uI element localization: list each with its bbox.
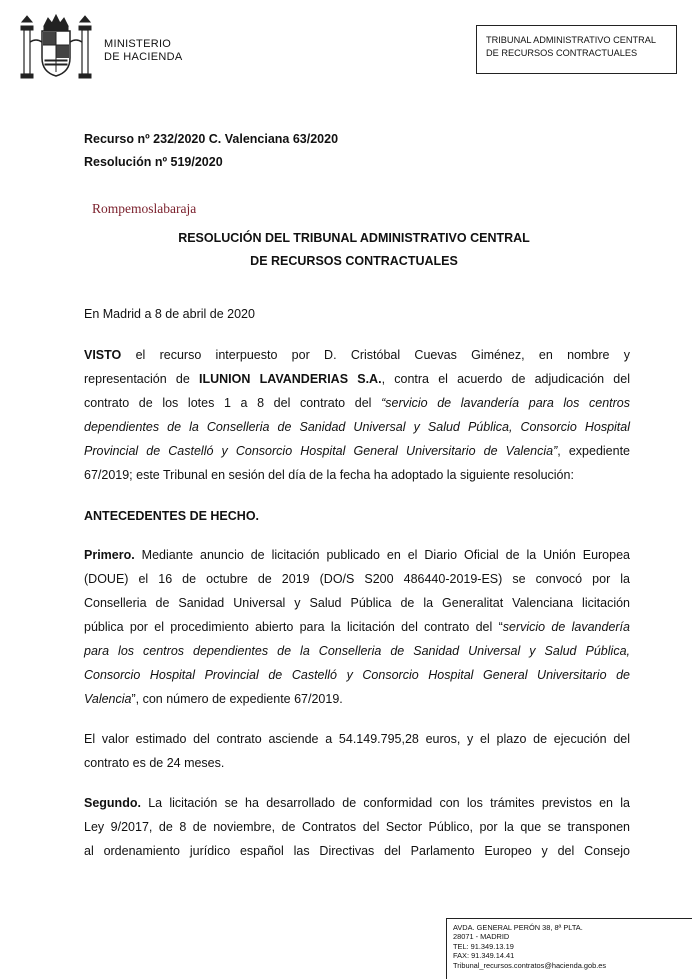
footer-fax: FAX: 91.349.14.41 — [453, 951, 515, 961]
recurso-number: Recurso nº 232/2020 C. Valenciana 63/2020 — [84, 132, 339, 146]
ministry-line-2: DE HACIENDA — [104, 51, 183, 63]
ministry-line-1: MINISTERIO — [104, 38, 172, 50]
primero-line-4: pública por el procedimiento abierto para la licitación del contrato del “servicio de lavandería — [84, 620, 630, 634]
watermark-text: Rompemoslabaraja — [92, 201, 197, 216]
segundo-label: Segundo. — [84, 796, 141, 810]
primero-line-2: (DOUE) el 16 de octubre de 2019 (DO/S S200 486440-2019-ES) se convocó por la — [84, 572, 630, 586]
title-line-1: RESOLUCIÓN DEL TRIBUNAL ADMINISTRATIVO CENTRAL — [178, 231, 530, 245]
primero-label: Primero. — [84, 548, 135, 562]
visto-line-4: dependientes de la Conselleria de Sanidad Universal y Salud Pública, Consorcio Hospital — [84, 420, 630, 434]
visto-line-6: 67/2019; este Tribunal en sesión del día de la fecha ha adoptado la siguiente resolución: — [84, 468, 574, 482]
section-heading — [84, 504, 630, 528]
segundo-paragraph — [84, 791, 630, 863]
resolucion-number: Resolución nº 519/2020 — [84, 155, 223, 169]
tribunal-box — [476, 25, 677, 74]
valor-line-1: El valor estimado del contrato asciende a 54.149.795,28 euros, y el plazo de ejecución del — [84, 732, 630, 746]
company-name: ILUNION LAVANDERIAS S.A. — [199, 372, 382, 386]
tribunal-line-2: DE RECURSOS CONTRACTUALES — [486, 48, 638, 58]
footer-tel: TEL: 91.349.13.19 — [453, 941, 514, 951]
footer-email[interactable]: Tribunal_recursos.contratos@hacienda.gob.es — [453, 960, 607, 970]
segundo-line-2: Ley 9/2017, de 8 de noviembre, de Contratos del Sector Público, por la que se transponen — [84, 820, 630, 834]
footer-address — [446, 918, 692, 979]
segundo-line-3: al ordenamiento jurídico español las Directivas del Parlamento Europeo y del Consejo — [84, 844, 630, 858]
tribunal-line-1: TRIBUNAL ADMINISTRATIVO CENTRAL — [486, 35, 656, 45]
primero-line-7: Valencia”, con número de expediente 67/2019. — [84, 692, 343, 706]
valor-line-2: contrato es de 24 meses. — [84, 756, 225, 770]
footer-address-line: AVDA. GENERAL PERÓN 38, 8ª PLTA. — [453, 923, 583, 932]
date-line — [84, 302, 630, 326]
visto-line-2: representación de ILUNION LAVANDERIAS S.A., contra el acuerdo de adjudicación del — [84, 372, 630, 386]
footer-city: 28071 - MADRID — [453, 932, 510, 942]
title-line-2: DE RECURSOS CONTRACTUALES — [250, 254, 458, 268]
visto-paragraph — [84, 343, 630, 487]
antecedentes-heading: ANTECEDENTES DE HECHO. — [84, 509, 260, 523]
primero-line-5: para los centros dependientes de la Conselleria de Sanidad Universal y Salud Pública, — [84, 644, 630, 658]
primero-line-1: Primero. Mediante anuncio de licitación publicado en el Diario Oficial de la Unión Europea — [84, 548, 630, 562]
visto-line-5: Provincial de Castelló y Consorcio Hospital General Universitario de Valencia”, expediente — [84, 444, 630, 458]
visto-label: VISTO — [84, 348, 122, 362]
case-reference — [84, 128, 338, 174]
primero-line-3: Conselleria de Sanidad Universal y Salud Pública de la Generalitat Valenciana licitación — [84, 596, 630, 610]
coat-of-arms-icon — [18, 12, 94, 82]
ministry-name — [104, 38, 182, 64]
visto-line-3: contrato de los lotes 1 a 8 del contrato del “servicio de lavandería para los centros — [84, 396, 630, 410]
primero-paragraph — [84, 543, 630, 711]
primero-line-6: Consorcio Hospital Provincial de Castelló y Consorcio Hospital General Universitario de — [84, 668, 630, 682]
valor-paragraph — [84, 727, 630, 775]
document-title — [84, 227, 624, 273]
segundo-line-1: Segundo. La licitación se ha desarrollado de conformidad con los trámites previstos en la — [84, 796, 630, 810]
visto-line-1: VISTO el recurso interpuesto por D. Cristóbal Cuevas Giménez, en nombre y — [84, 348, 630, 362]
date-text: En Madrid a 8 de abril de 2020 — [84, 307, 255, 321]
